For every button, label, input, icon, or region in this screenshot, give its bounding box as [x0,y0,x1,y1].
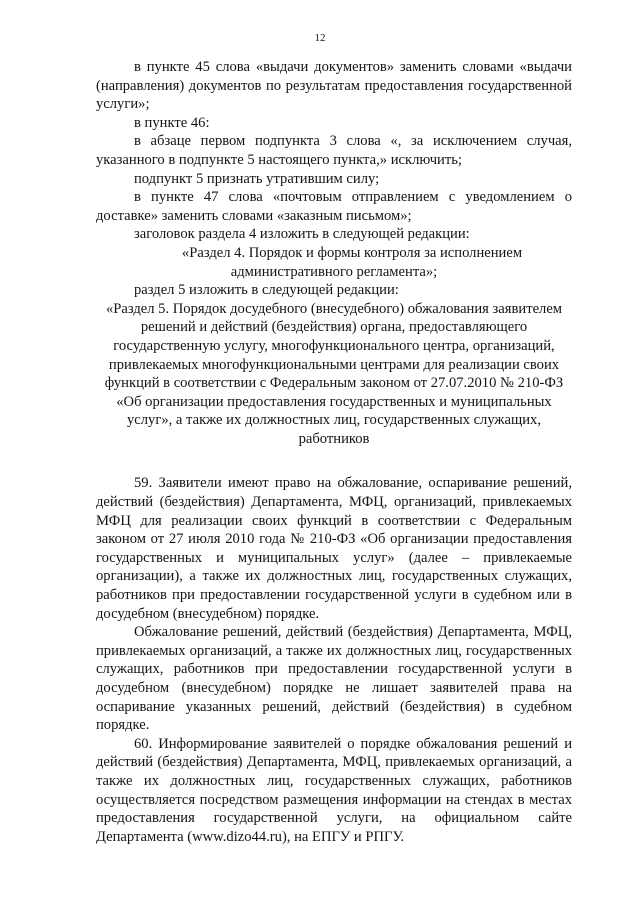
paragraph-item-46: в пункте 46: [134,114,210,131]
paragraph-section-5-intro: раздел 5 изложить в следующей редакции: [134,282,399,299]
paragraph-section-4-intro: заголовок раздела 4 изложить в следующей редакции: [134,226,470,243]
paragraph-item-47: в пункте 47 слова «почтовым отправлением с уведомлением о доставке» заменить словами «заказным письмом»; [96,189,572,224]
paragraph-item-45: в пункте 45 слова «выдачи документов» заменить словами «выдачи (направления) документов по результатам предоставления государственной услуги»; [96,59,572,113]
section-4-heading: «Раздел 4. Порядок и формы контроля за исполнением административного регламента»; [181,244,523,280]
paragraph-60: 60. Информирование заявителей о порядке обжалования решений и действий (бездействия) Департамента, МФЦ, привлекаемых организаций, а также их должностных лиц, государственных служащих, работников осуществляется посредством размещения информации на стендах в местах предоставления государственной услуги, на официальном сайте Департамента (www.dizo44.ru), на ЕПГУ и РПГУ. [96,735,572,845]
paragraph-59: 59. Заявители имеют право на обжалование, оспаривание решений, действий (бездействия) Департамента, МФЦ, организаций, привлекаемых МФЦ для реализации своих функций в соответствии с Федеральным законом от 27 июля 2010 года № 210-ФЗ «Об организации предоставления государственных и муниципальных услуг» (далее – привлекаемые организации), а также их должностных лиц, государственных служащих, работников при предоставлении государственной услуги в судебном или в досудебном (внесудебном) порядке. [96,475,572,622]
section-5-heading: «Раздел 5. Порядок досудебного (внесудебного) обжалования заявителем решений и действий (бездействия) органа, предоставляющего государственную услугу, многофункционального центра, организаций, привлекаемых многофункциональными центрами для реализации своих функций в соответствии с Федеральным законом от 27.07.2010 № 210-ФЗ «Об организации предоставления государственных и муниципальных услуг», а также их должностных лиц, государственных служащих, работников [104,300,564,447]
document-body [96,58,572,846]
paragraph-subitem-5: подпункт 5 признать утратившим силу; [134,170,380,187]
paragraph-subitem-3: в абзаце первом подпункта 3 слова «, за исключением случая, указанного в подпункте 5 настоящего пункта,» исключить; [96,133,572,168]
paragraph-appeal: Обжалование решений, действий (бездействия) Департамента, МФЦ, привлекаемых организаций, а также их должностных лиц, государственных служащих, работников при предоставлении государственной услуги в досудебном (внесудебном) порядке не лишает заявителей права на оспаривание указанных решений, действий (бездействия) в судебном порядке. [96,624,572,734]
page-number: 12 [314,32,326,44]
